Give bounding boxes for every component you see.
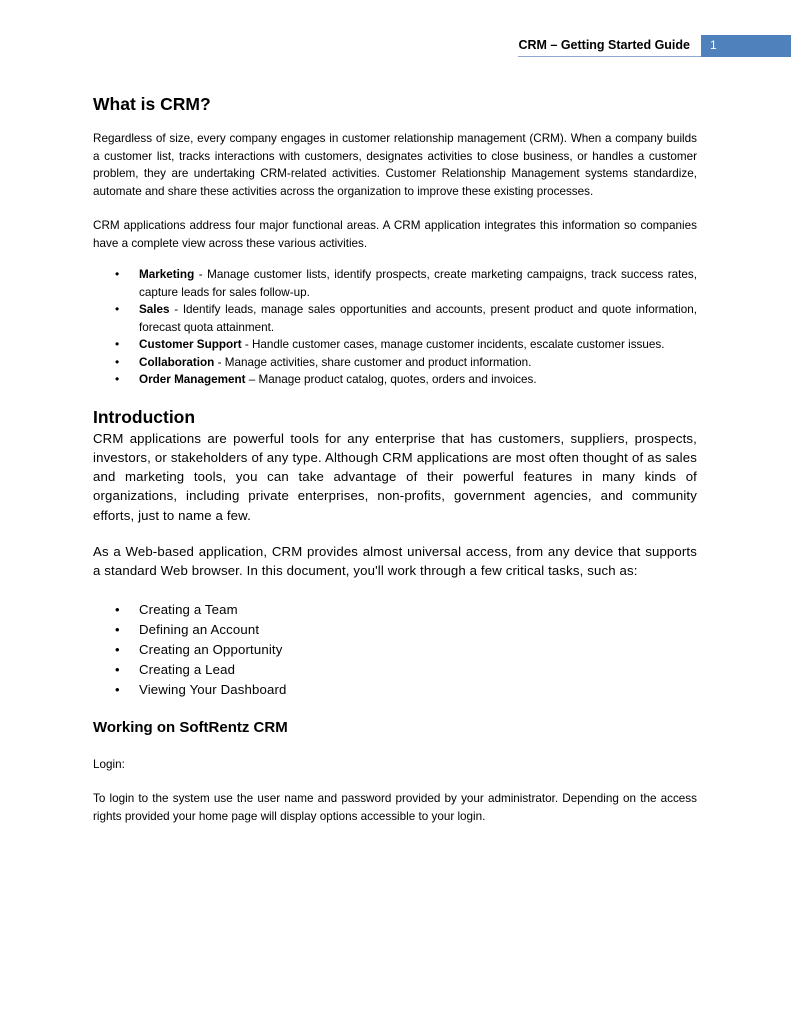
tasks-list bbox=[93, 600, 697, 700]
introduction-paragraph: CRM applications are powerful tools for any enterprise that has customers, suppliers, prospects, investors, or stakeholders of any type. Although CRM applications are most often thought of as sales and marketing tools, you can take advantage of their powerful features in many kinds of organizations, including private enterprises, non-profits, government agencies, and community efforts, just to name a few. bbox=[93, 430, 697, 523]
page-header bbox=[518, 35, 791, 57]
header-title: CRM – Getting Started Guide bbox=[518, 35, 701, 57]
heading-introduction: Introduction bbox=[93, 406, 196, 427]
task-item: • Creating a Team bbox=[139, 600, 697, 620]
heading-what-is-crm: What is CRM? bbox=[93, 94, 211, 114]
login-paragraph: To login to the system use the user name and password provided by your administrator. Depending on the access rights provided your home page will display options accessible to your login. bbox=[93, 792, 697, 823]
area-description: - Manage activities, share customer and product information. bbox=[214, 355, 532, 369]
list-item-customer-support bbox=[139, 336, 697, 354]
login-label: Login: bbox=[93, 757, 125, 771]
crm-intro-paragraph: Regardless of size, every company engages in customer relationship management (CRM). When a company builds a customer list, tracks interactions with customers, designates activities to close business, or handles a customer problem, they are undertaking CRM-related activities. Customer Relationship Management systems standardize, automate and share these activities across the organization to improve these existing processes. bbox=[93, 132, 697, 198]
area-term: Customer Support bbox=[139, 338, 242, 351]
web-access-paragraph: As a Web-based application, CRM provides almost universal access, from any device that supports a standard Web browser. In this document, you'll work through a few critical tasks, such as: bbox=[93, 543, 697, 579]
list-item-sales bbox=[139, 301, 697, 336]
task-item: • Creating an Opportunity bbox=[139, 640, 697, 660]
area-description: - Handle customer cases, manage customer incidents, escalate customer issues. bbox=[241, 338, 665, 351]
functional-areas-list bbox=[93, 266, 697, 389]
list-item-marketing bbox=[139, 266, 697, 301]
heading-working-on-crm: Working on SoftRentz CRM bbox=[93, 718, 288, 736]
list-item-order-management bbox=[139, 371, 697, 389]
area-term: Sales bbox=[139, 303, 170, 316]
area-term: Collaboration bbox=[139, 355, 215, 369]
area-term: Marketing bbox=[139, 268, 195, 281]
area-description: - Manage customer lists, identify prospects, create marketing campaigns, track success rates, capture leads for sales follow-up. bbox=[139, 268, 697, 299]
functional-areas-paragraph: CRM applications address four major functional areas. A CRM application integrates this information so companies have a complete view across these various activities. bbox=[93, 219, 697, 250]
task-item: • Viewing Your Dashboard bbox=[139, 680, 697, 700]
area-description: – Manage product catalog, quotes, orders and invoices. bbox=[245, 373, 537, 386]
list-item-collaboration bbox=[139, 354, 697, 372]
page-number: 1 bbox=[701, 35, 791, 57]
task-item: • Creating a Lead bbox=[139, 660, 697, 680]
area-description: - Identify leads, manage sales opportunities and accounts, present product and quote information, forecast quota attainment. bbox=[139, 303, 697, 334]
document-body bbox=[93, 92, 697, 825]
area-term: Order Management bbox=[139, 373, 246, 386]
task-item: • Defining an Account bbox=[139, 620, 697, 640]
